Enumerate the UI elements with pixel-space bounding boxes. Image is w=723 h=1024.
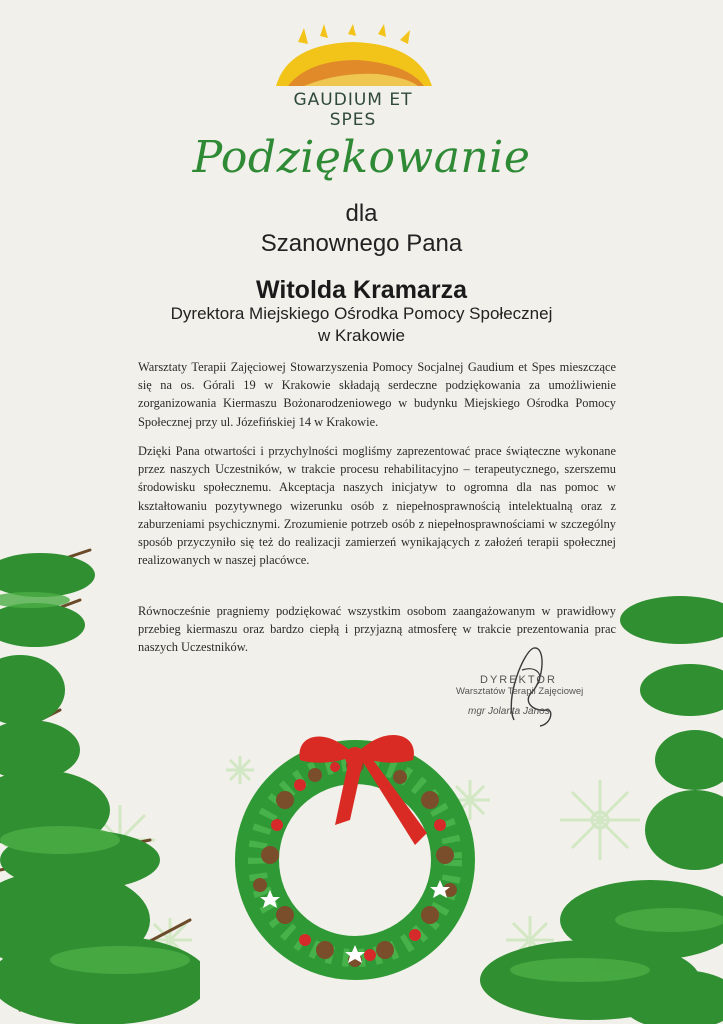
body-paragraph-3: Równocześnie pragniemy podziękować wszystkim osobom zaangażowanym w prawidłowy przebieg kiermaszu oraz bardzo ciepłą i przyjazną atmosferę w trakcie prezentowania prac naszych Uczestników. <box>138 604 616 655</box>
gaudium-et-spes-logo <box>268 24 438 130</box>
salutation-line-2: Szanownego Pana <box>260 230 463 257</box>
page-title: Podziękowanie <box>192 132 531 183</box>
body-paragraph-2: Dzięki Pana otwartości i przychylności mogliśmy zaprezentować prace świąteczne wykonane przez naszych Uczestników, w trakcie procesu rehabilitacyjno – terapeutycznego, szerszemu środowisku społecznemu. Akceptacja naszych inicjatyw to ogromna dla nas pomoc w kształtowaniu pozytywnego wizerunku osób z niepełnosprawnością intelektualną oraz z zaburzeniami psychicznymi. Zrozumienie potrzeb osób z niepełnosprawnościami w szczególny sposób przyczyniło się też do realizacji zamierzeń wynikających z założeń terapii społecznej realizowanych w naszej placówce. <box>138 444 616 568</box>
christmas-wreath-icon <box>215 715 495 990</box>
sun-logo-icon <box>268 24 438 94</box>
signature-title: DYREKTOR <box>480 674 557 686</box>
pine-branches-right-icon <box>480 590 723 1024</box>
recipient-role-line-1: Dyrektora Miejskiego Ośrodka Pomocy Społecznej <box>170 304 553 323</box>
body-paragraph-1: Warsztaty Terapii Zajęciowej Stowarzyszenia Pomocy Socjalnej Gaudium et Spes mieszczące się na os. Górali 19 w Krakowie składają serdeczne podziękowania za umożliwienie zorganizowania Kiermaszu Bożonarodzeniowego w budynku Miejskiego Ośrodka Pomocy Społecznej przy ul. Józefińskiej 14 w Krakowie. <box>138 360 616 429</box>
salutation-line-1: dla <box>345 200 378 227</box>
signature-organization: Warsztatów Terapii Zajęciowej <box>456 686 584 697</box>
recipient-name: Witolda Kramarza <box>256 276 467 304</box>
recipient-role-line-2: w Krakowie <box>318 326 405 345</box>
signature-name: mgr Jolanta Janos <box>468 706 550 717</box>
logo-text: GAUDIUM ET SPES <box>293 90 413 130</box>
pine-branches-left-icon <box>0 540 200 1024</box>
